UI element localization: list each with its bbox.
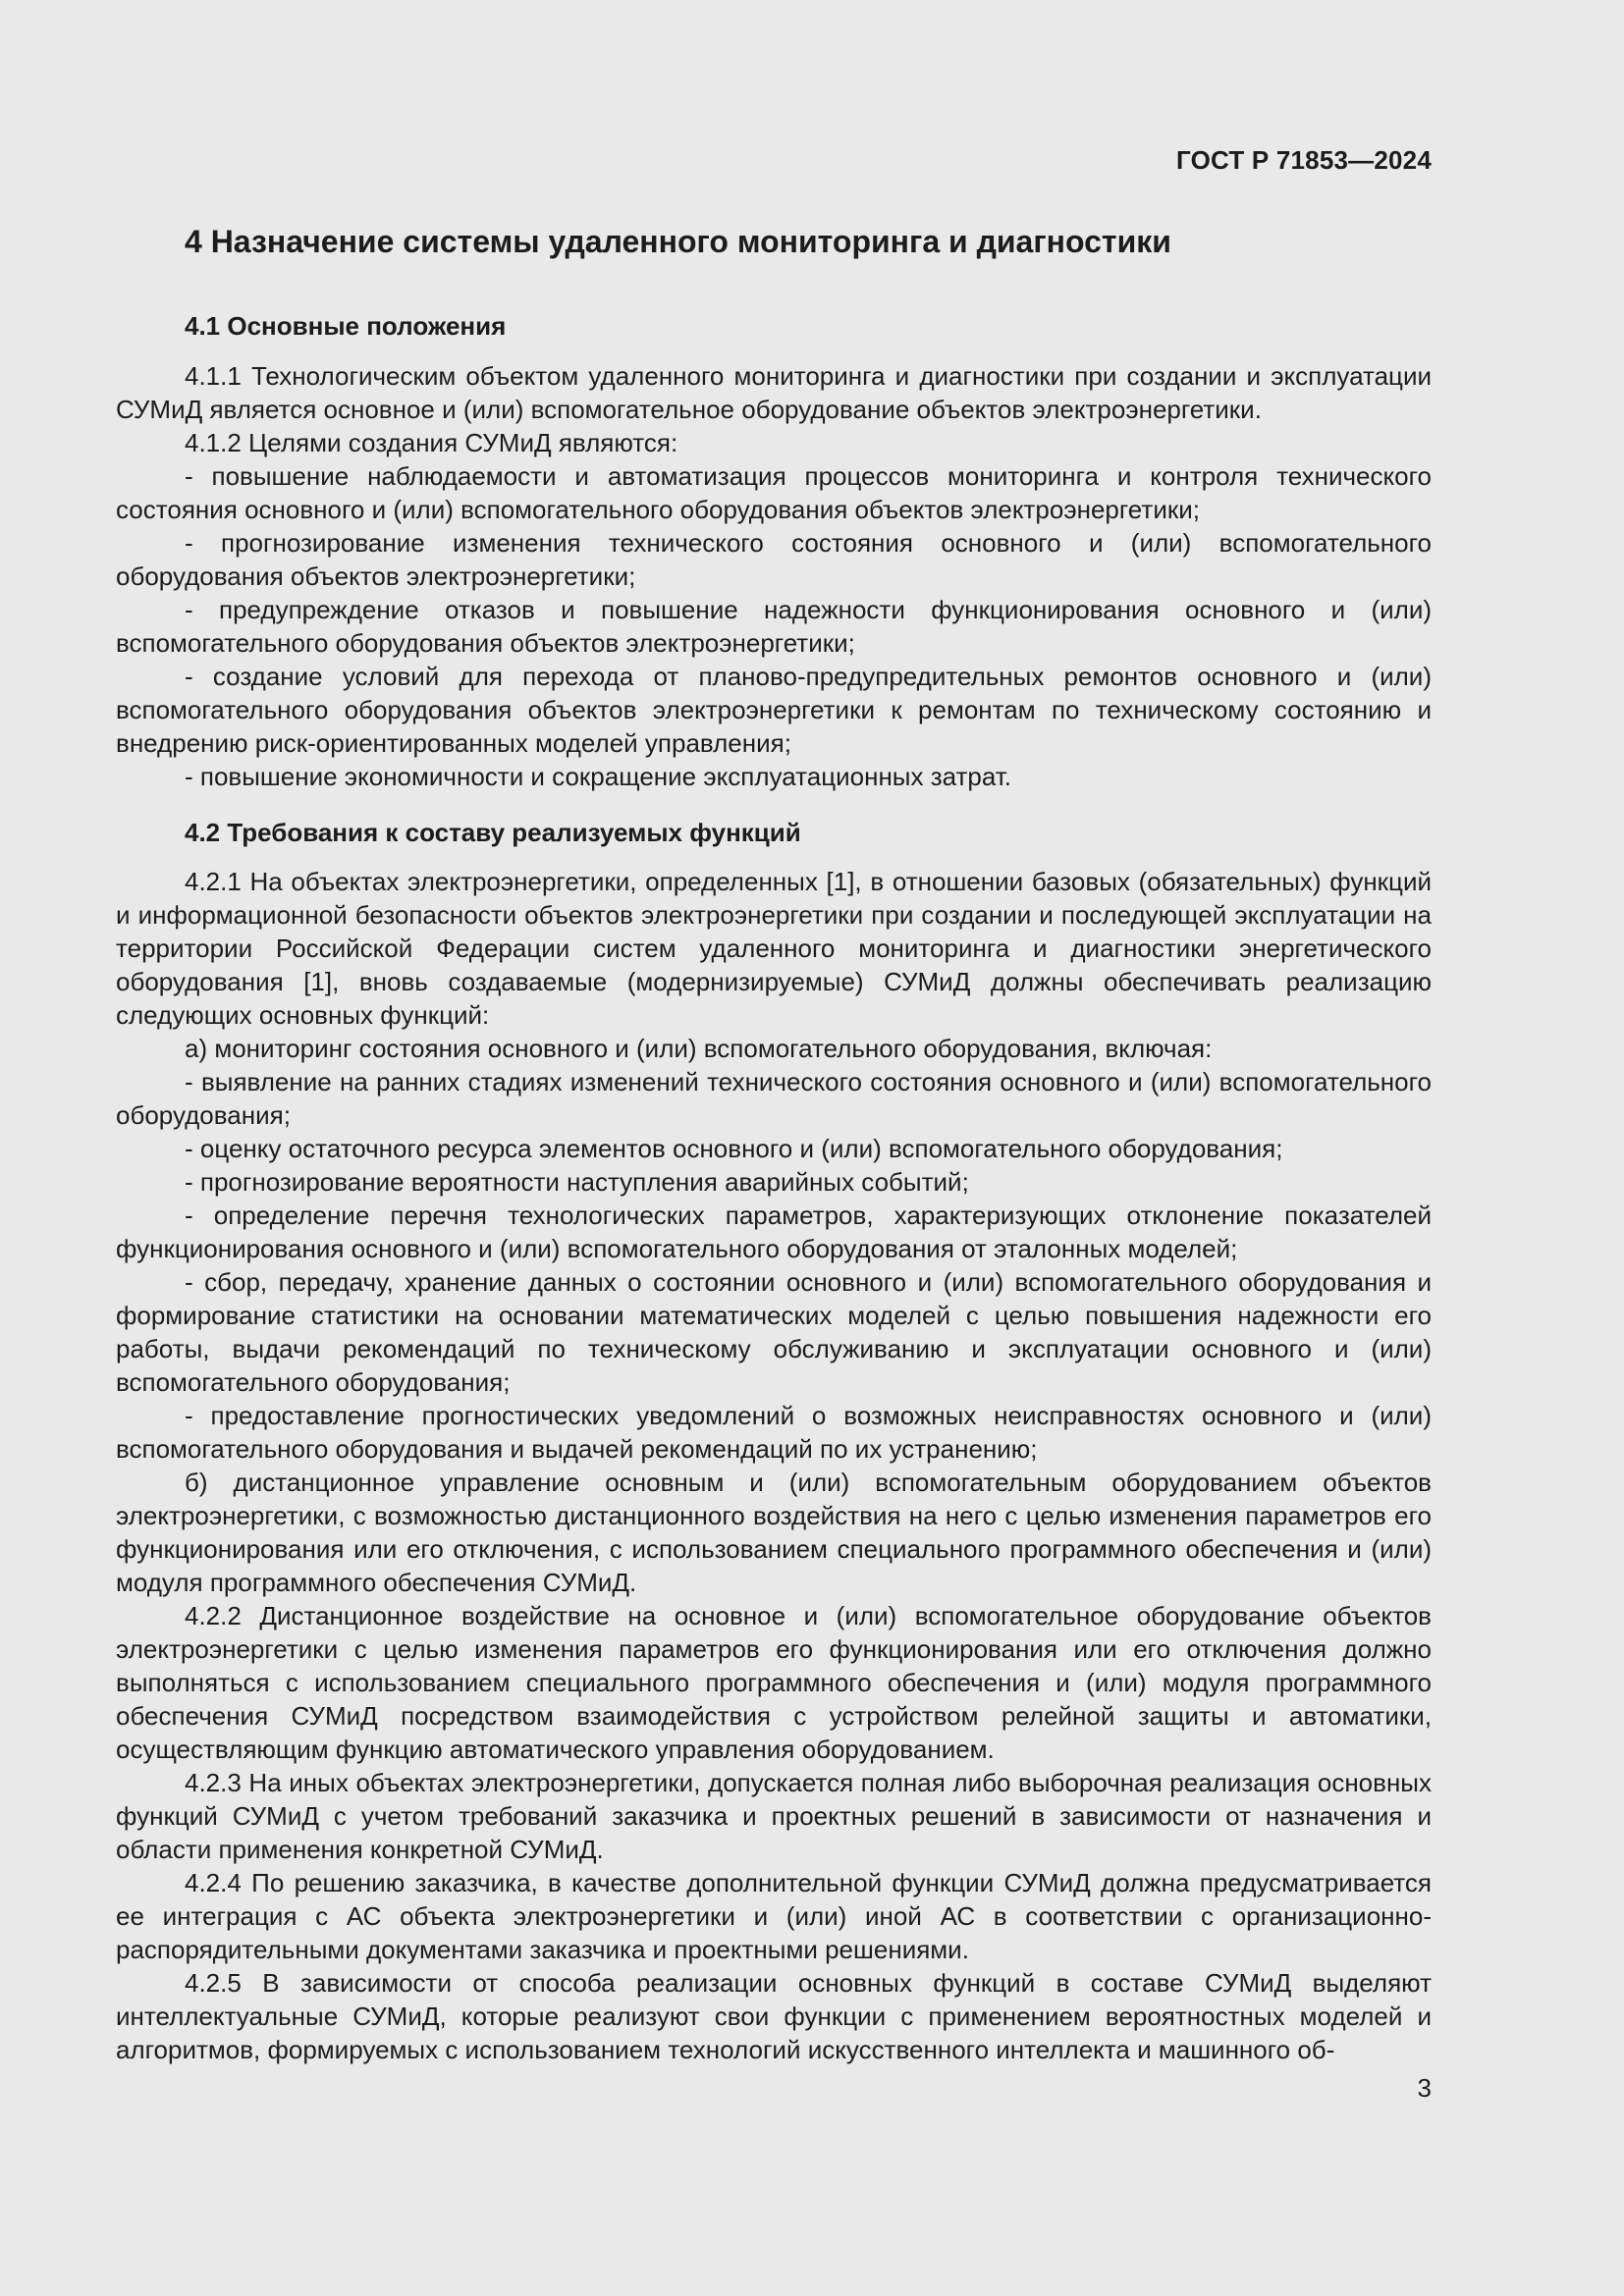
list-item: - определение перечня технологических параметров, характеризующих отклонение показателей функционирования основного и (или) вспомогательного оборудования от эталонных моделей; [116,1201,1432,1263]
list-item: - предупреждение отказов и повышение надежности функционирования основного и (или) вспомогательного оборудования объектов электроэнергетики; [116,595,1432,658]
page-number: 3 [1417,2073,1432,2103]
paragraph-4-1-2: 4.1.2 Целями создания СУМиД являются: [185,428,678,457]
list-item: - повышение экономичности и сокращение эксплуатационных затрат. [185,762,1012,791]
subsection-4-2-body [116,865,1432,2066]
subsection-4-1-body [116,359,1432,793]
paragraph-4-2-2: 4.2.2 Дистанционное воздействие на основное и (или) вспомогательное оборудование объектов электроэнергетики с целью изменения параметров его функционирования или его отключения должно выполняться с использованием специального программного обеспечения и (или) модуля программного обеспечения СУМиД посредством взаимодействия с устройством релейной защиты и автоматики, осуществляющим функцию автоматического управления оборудованием. [116,1601,1432,1764]
list-item: - предоставление прогностических уведомлений о возможных неисправностях основного и (или) вспомогательного оборудования и выдачей рекомендаций по их устранению; [116,1401,1432,1464]
list-item: - повышение наблюдаемости и автоматизация процессов мониторинга и контроля технического состояния основного и (или) вспомогательного оборудования объектов электроэнергетики; [116,461,1432,524]
list-item: - выявление на ранних стадиях изменений технического состояния основного и (или) вспомогательного оборудования; [116,1067,1432,1130]
document-page [116,0,1432,2296]
list-item: - создание условий для перехода от планово-предупредительных ремонтов основного и (или) вспомогательного оборудования объектов электроэнергетики к ремонтам по техническому состоянию и внедрению риск-ориентированных моделей управления; [116,662,1432,758]
paragraph-4-1-1: 4.1.1 Технологическим объектом удаленного мониторинга и диагностики при создании и эксплуатации СУМиД является основное и (или) вспомогательное оборудование объектов электроэнергетики. [116,361,1432,424]
list-item: - прогнозирование вероятности наступления аварийных событий; [185,1167,969,1197]
list-item-a: а) мониторинг состояния основного и (или) вспомогательного оборудования, включая: [185,1034,1213,1063]
paragraph-4-2-5: 4.2.5 В зависимости от способа реализации основных функций в составе СУМиД выделяют интеллектуальные СУМиД, которые реализуют свои функции с применением вероятностных моделей и алгоритмов, формируемых с использованием технологий искусственного интеллекта и машинного об- [116,1968,1432,2064]
section-title: 4 Назначение системы удаленного мониторинга и диагностики [185,224,1171,259]
subsection-title-4-2: 4.2 Требования к составу реализуемых функций [185,818,801,847]
paragraph-4-2-3: 4.2.3 На иных объектах электроэнергетики, допускается полная либо выборочная реализация основных функций СУМиД с учетом требований заказчика и проектных решений в зависимости от назначения и области применения конкретной СУМиД. [116,1768,1432,1864]
paragraph-4-2-1: 4.2.1 На объектах электроэнергетики, определенных [1], в отношении базовых (обязательных) функций и информационной безопасности объектов электроэнергетики при создании и последующей эксплуатации на территории Российской Федерации систем удаленного мониторинга и диагностики энергетического оборудования [1], вновь создаваемые (модернизируемые) СУМиД должны обеспечивать реализацию следующих основных функций: [116,867,1432,1030]
list-item: - сбор, передачу, хранение данных о состоянии основного и (или) вспомогательного оборудования и формирование статистики на основании математических моделей с целью повышения надежности его работы, выдачи рекомендаций по техническому обслуживанию и эксплуатации основного и (или) вспомогательного оборудования; [116,1267,1432,1397]
list-item: - прогнозирование изменения технического состояния основного и (или) вспомогательного оборудования объектов электроэнергетики; [116,528,1432,591]
list-item-b: б) дистанционное управление основным и (или) вспомогательным оборудованием объектов электроэнергетики, с возможностью дистанционного воздействия на него с целью изменения параметров его функционирования или его отключения, с использованием специального программного обеспечения и (или) модуля программного обеспечения СУМиД. [116,1468,1432,1597]
paragraph-4-2-4: 4.2.4 По решению заказчика, в качестве дополнительной функции СУМиД должна предусматривается ее интеграция с АС объекта электроэнергетики и (или) иной АС в соответствии с организационно-распорядительными документами заказчика и проектными решениями. [116,1868,1432,1964]
subsection-title-4-1: 4.1 Основные положения [185,311,507,341]
list-item: - оценку остаточного ресурса элементов основного и (или) вспомогательного оборудования; [185,1134,1283,1163]
standard-number-header: ГОСТ Р 71853—2024 [1176,145,1432,175]
